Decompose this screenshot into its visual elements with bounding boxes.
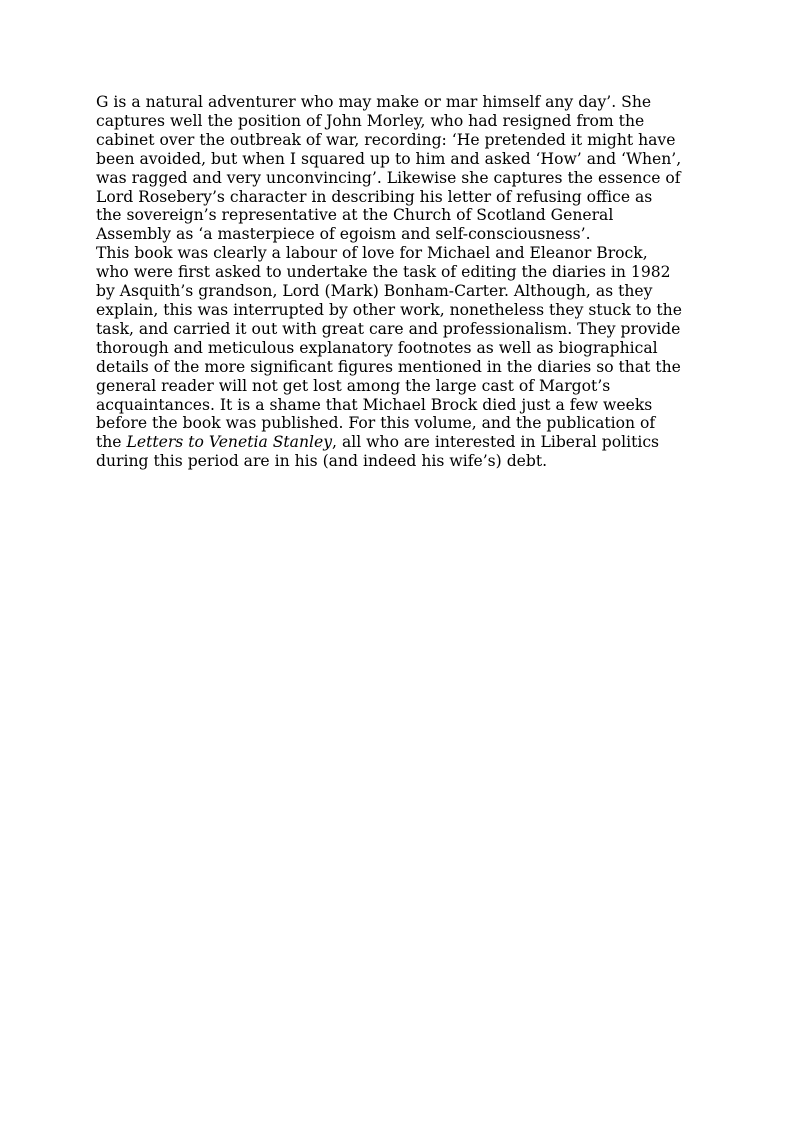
text-line: Lord Rosebery’s character in describing his letter of refusing office as	[96, 187, 653, 206]
text-line: the sovereign’s representative at the Church of Scotland General	[96, 206, 614, 225]
text-line: task, and carried it out with great care and professionalism. They provide	[96, 319, 681, 338]
text-line: G is a natural adventurer who may make or mar himself any day’. She	[96, 93, 652, 111]
text-line: cabinet over the outbreak of war, recording: ‘He pretended it might have	[96, 130, 676, 149]
text-line: thorough and meticulous explanatory footnotes as well as biographical	[96, 338, 658, 357]
text-line: explain, this was interrupted by other work, nonetheless they stuck to the	[96, 300, 682, 319]
text-line: before the book was published. For this volume, and the publication of	[96, 414, 656, 433]
text-line: general reader will not get lost among the large cast of Margot’s	[96, 376, 611, 395]
text-line: captures well the position of John Morley, who had resigned from the	[96, 111, 645, 130]
paragraph-1	[96, 93, 708, 244]
text-line: was ragged and very unconvincing’. Likewise she captures the essence of	[96, 168, 681, 187]
text-line: Assembly as ‘a masterpiece of egoism and self-consciousness’.	[96, 225, 591, 244]
text-segment: , all who are interested in Liberal politics	[332, 433, 660, 452]
text-line: acquaintances. It is a shame that Michael Brock died just a few weeks	[96, 395, 653, 414]
text-line: by Asquith’s grandson, Lord (Mark) Bonham-Carter. Although, as they	[96, 282, 653, 301]
book-title: Letters to Venetia Stanley	[126, 433, 333, 452]
text-segment: the	[96, 433, 127, 452]
text-line: This book was clearly a labour of love for Michael and Eleanor Brock,	[96, 244, 648, 263]
text-line: been avoided, but when I squared up to him and asked ‘How’ and ‘When’,	[96, 149, 682, 168]
paragraph-2	[96, 244, 708, 471]
text-line: details of the more significant figures mentioned in the diaries so that the	[96, 357, 681, 376]
text-line	[96, 433, 708, 452]
document-page	[96, 93, 708, 471]
text-line: who were first asked to undertake the task of editing the diaries in 1982	[96, 263, 671, 282]
text-line: during this period are in his (and indeed his wife’s) debt.	[96, 452, 548, 471]
